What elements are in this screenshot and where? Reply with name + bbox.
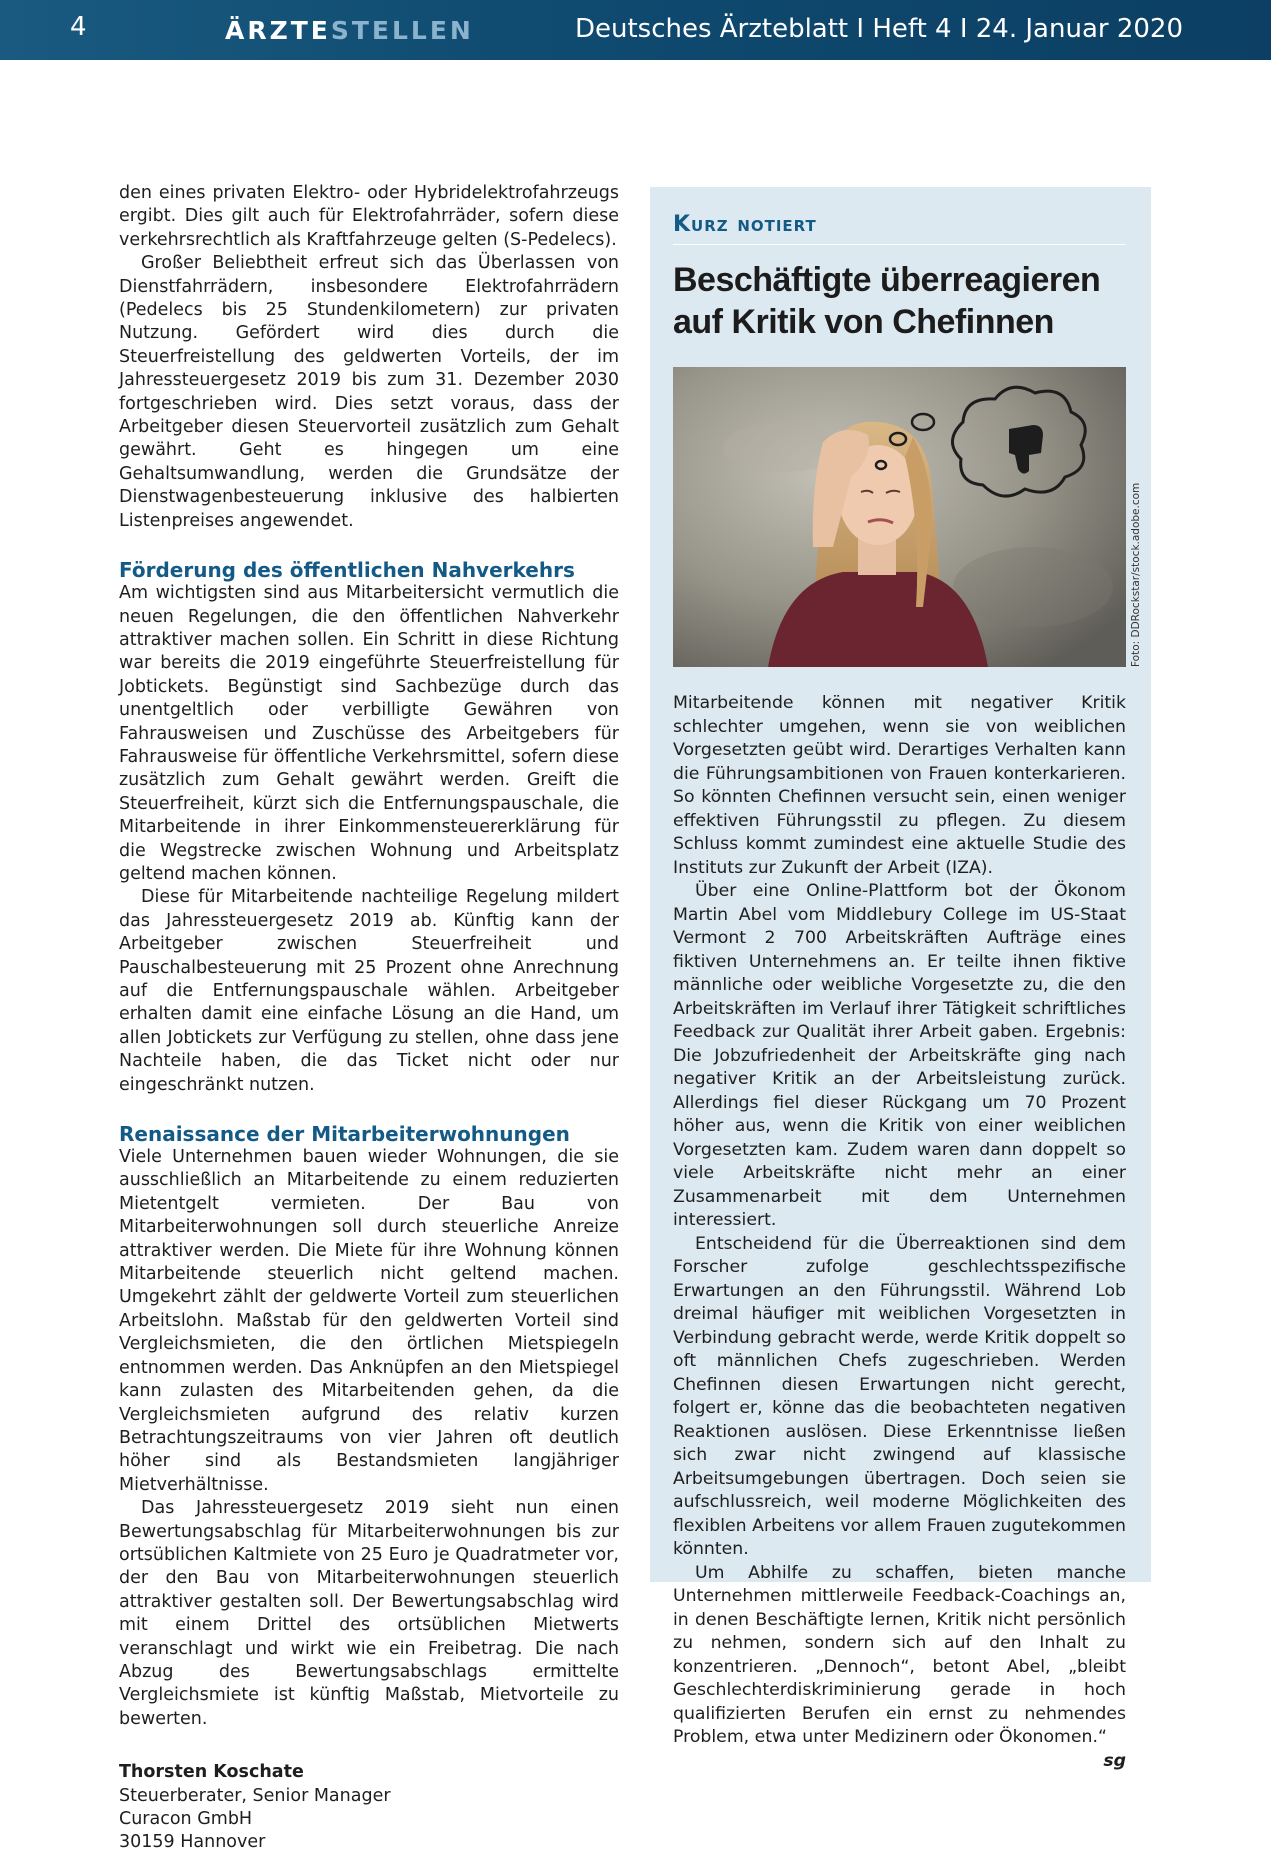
article-photo	[673, 367, 1126, 667]
article-paragraph: den eines privaten Elektro- oder Hybridelektrofahrzeugs ergibt. Dies gilt auch für Elektrofahrräder, sofern diese verkehrsrechtlich als Kraftfahrzeuge gelten (S-Pedelecs).	[119, 183, 619, 250]
photo-credit: Foto: DDRockstar/stock.adobe.com	[1130, 482, 1142, 667]
author-block	[119, 1761, 619, 1855]
section-heading-mitarbeiterwohnungen: Renaissance der Mitarbeiterwohnungen	[119, 1122, 570, 1147]
author-city: 30159 Hannover	[119, 1832, 266, 1853]
box-body	[673, 692, 1126, 1773]
article-paragraph: Viele Unternehmen bauen wieder Wohnungen, die sie ausschließlich an Mitarbeitende zu einem reduzierten Mietentgelt vermieten. Der Bau von Mitarbeiterwohnungen soll durch steuerliche Anreize attraktiver werden. Die Miete für ihre Wohnung können Mitarbeitende steuerlich nicht geltend machen. Umgekehrt zählt der geldwerte Vorteil zum steuerlichen Arbeitslohn. Maßstab für den geldwerten Vorteil sind Vergleichsmieten, die den örtlichen Mietspiegeln entnommen werden. Das Anknüpfen an den Mietspiegel kann zulasten des Mitarbeitenden gehen, da die Vergleichsmieten aufgrund des relativ kurzen Betrachtungszeitraums von vier Jahren oft deutlich höher sind als Bestandsmieten langjähriger Mietverhältnisse.	[119, 1147, 619, 1495]
section-logo	[225, 16, 474, 45]
author-name: Thorsten Koschate	[119, 1762, 304, 1783]
logo-part-aerzte: ÄRZTE	[225, 16, 331, 45]
kicker-divider	[673, 244, 1126, 245]
logo-part-stellen: STELLEN	[330, 16, 474, 45]
box-headline: Beschäftigte überreagieren auf Kritik von Chefinnen	[673, 261, 1101, 341]
page-header	[0, 0, 1271, 60]
author-role: Steuerberater, Senior Manager	[119, 1785, 391, 1806]
box-paragraph: Über eine Online-Plattform bot der Ökonom Martin Abel vom Middlebury College im US-Staat Vermont 2 700 Arbeitskräften Aufträge eines fiktiven Unternehmens an. Er teilte ihnen fiktive männliche oder weibliche Vorgesetzte zu, die den Arbeitskräften im Verlauf ihrer Tätigkeit schriftliches Feedback zur Qualität ihrer Arbeit gaben. Ergebnis: Die Jobzufriedenheit der Arbeitskräfte ging nach negativer Kritik an der Arbeitsleistung zurück. Allerdings fiel dieser Rückgang um 70 Prozent höher aus, wenn die Kritik von einer weiblichen Vorgesetzten kam. Zudem waren dann doppelt so viele Arbeitskräfte nicht mehr an einer Zusammenarbeit mit dem Unternehmen interessiert.	[673, 881, 1126, 1230]
publication-info: Deutsches Ärzteblatt I Heft 4 I 24. Januar 2020	[574, 14, 1183, 44]
article-paragraph: Diese für Mitarbeitende nachteilige Regelung mildert das Jahressteuergesetz 2019 ab. Künftig kann der Arbeitgeber zwischen Steuerfreiheit und Pauschalbesteuerung mit 25 Prozent ohne Anrechnung auf die Entfernungspauschale wählen. Arbeitgeber erhalten damit eine einfache Lösung an die Hand, um allen Jobtickets zur Verfügung zu stellen, ohne dass jene Nachteile haben, die das Ticket nicht oder nur eingeschränkt nutzen.	[119, 887, 619, 1095]
box-paragraph: Entscheidend für die Überreaktionen sind dem Forscher zufolge geschlechtsspezifische Erwartungen an den Führungsstil. Während Lob dreimal häufiger mit weiblichen Vorgesetzten in Verbindung gebracht werde, werde Kritik doppelt so oft männlichen Chefs zugeschrieben. Werden Chefinnen diesen Erwartungen nicht gerecht, folgert er, könne das die beobachteten negativen Reaktionen auslösen. Diese Erkenntnisse ließen sich zwar nicht zwingend auf klassische Arbeitsumgebungen übertragen. Doch seien sie aufschlussreich, weil moderne Möglichkeiten des flexiblen Arbeitens vor allem Frauen zugutekommen könnten.	[673, 1233, 1126, 1559]
box-paragraph-last	[673, 1562, 1126, 1771]
kurz-notiert-box	[650, 187, 1151, 1771]
section-heading-nahverkehr: Förderung des öffentlichen Nahverkehrs	[119, 558, 575, 583]
article-paragraph: Großer Beliebtheit erfreut sich das Überlassen von Dienstfahrrädern, insbesondere Elektrofahrrädern (Pedelecs bis 25 Stundenkilometern) zur privaten Nutzung. Gefördert wird dies durch die Steuerfreistellung des geldwerten Vorteils, der im Jahressteuergesetz 2019 bis zum 31. Dezember 2030 fortgeschrieben wird. Dies setzt voraus, dass der Arbeitgeber diesen Steuervorteil zusätzlich zum Gehalt gewährt. Geht es hingegen um eine Gehaltsumwandlung, werden die Grundsätze der Dienstwagenbesteuerung inklusive des halbierten Listenpreises angewendet.	[119, 253, 619, 531]
page-number: 4	[70, 12, 87, 42]
box-paragraph-text: Um Abhilfe zu schaffen, bieten manche Unternehmen mittlerweile Feedback-Coachings an, in denen Beschäftigte lernen, Kritik nicht persönlich zu nehmen, sondern sich auf den Inhalt zu konzentrieren. „Dennoch“, betont Abel, „bleibt Geschlechterdiskriminierung gerade in hoch qualifizierten Berufen ein ernst zu nehmendes Problem, etwa unter Medizinern oder Ökonomen.“	[673, 1562, 1126, 1747]
box-paragraph: Mitarbeitende können mit negativer Kritik schlechter umgehen, wenn sie von weiblichen Vorgesetzten geübt wird. Derartiges Verhalten kann die Führungsambitionen von Frauen konterkarieren. So könnten Chefinnen versucht sein, einen weniger effektiven Führungsstil zu pflegen. Zu diesem Schluss kommt zumindest eine aktuelle Studie des Instituts zur Zukunft der Arbeit (IZA).	[673, 693, 1126, 878]
article-paragraph: Am wichtigsten sind aus Mitarbeitersicht vermutlich die neuen Regelungen, die den öffentlichen Nahverkehr attraktiver machen sollen. Ein Schritt in diese Richtung war bereits die 2019 eingeführte Steuerfreistellung für Jobtickets. Begünstigt sind Sachbezüge durch das unentgeltlich oder verbilligte Gewähren von Fahrausweisen und Zuschüsse des Arbeitgebers für Fahrausweise für öffentliche Verkehrsmittel, sofern diese zusätzlich zum Gehalt gewährt werden. Greift die Steuerfreiheit, kürzt sich die Entfernungspauschale, die Mitarbeitende in ihrer Einkommensteuererklärung für die Wegstrecke zwischen Wohnung und Arbeitsplatz geltend machen können.	[119, 583, 619, 884]
article-paragraph: Das Jahressteuergesetz 2019 sieht nun einen Bewertungsabschlag für Mitarbeiterwohnungen bis zur ortsüblichen Kaltmiete von 25 Euro je Quadratmeter vor, der den Bau von Mitarbeiterwohnungen steuerlich attraktiver gestalten soll. Der Bewertungsabschlag wird mit einem Drittel des ortsüblichen Mietwerts veranschlagt und wirkt wie ein Freibetrag. Die nach Abzug des Bewertungsabschlags ermittelte Vergleichsmiete ist künftig Maßstab, Mietvorteile zu bewerten.	[119, 1498, 619, 1729]
box-kicker: Kurz notiert	[673, 212, 817, 237]
article-column	[119, 182, 619, 1855]
author-company: Curacon GmbH	[119, 1809, 253, 1829]
author-signature: sg	[1103, 1750, 1126, 1771]
